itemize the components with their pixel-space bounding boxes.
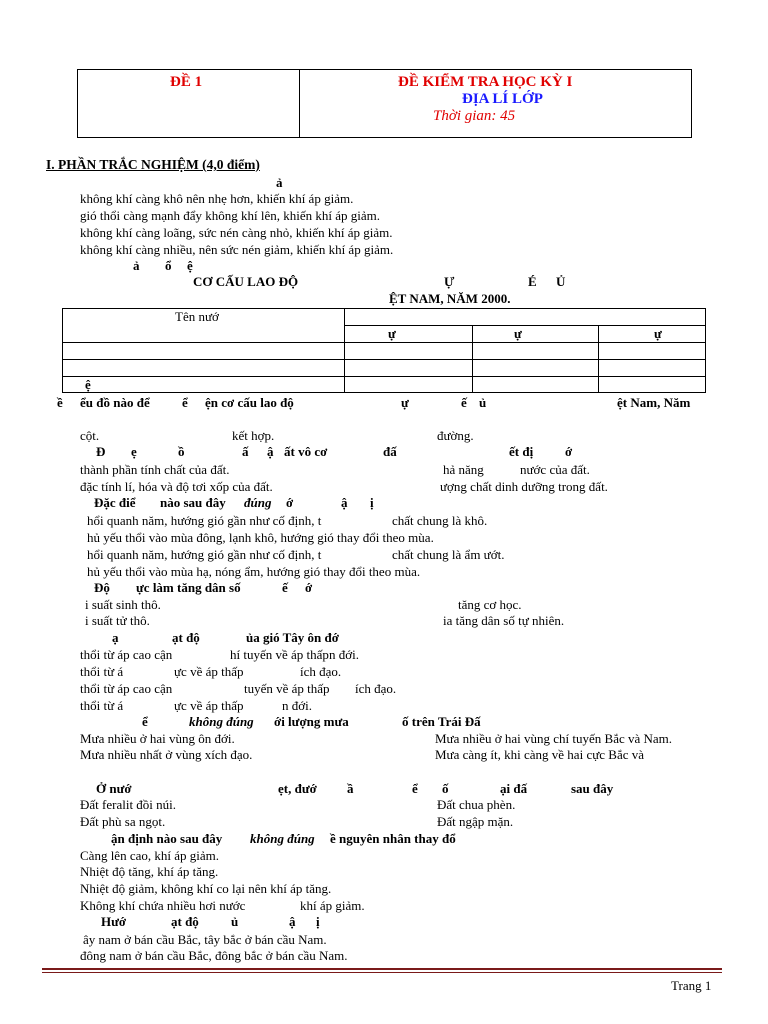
q5-stem-d: ớ: [305, 580, 313, 595]
q7-stem-c: ới lượng mưa: [274, 714, 349, 729]
table-hline-1: [63, 342, 705, 343]
table-title-c: É: [528, 274, 537, 289]
q3-stem-8: ết đị: [509, 444, 534, 459]
q1-option-d: không khí càng nhiều, nên sức nén giảm, khiến khí áp giảm.: [80, 242, 394, 257]
q4-stem-e: ậ: [341, 495, 348, 510]
q1-option-c: không khí càng loãng, sức nén càng nhỏ, khiến khí áp giảm.: [80, 225, 393, 240]
q9-stem-b: không đúng: [250, 831, 315, 846]
q9-option-d-2: khí áp giảm.: [300, 898, 365, 913]
q3-stem-7: đấ: [383, 444, 397, 459]
q6-option-c-2: tuyến về áp thấp: [244, 681, 330, 696]
q3-stem-1: Đ: [96, 444, 106, 459]
q3-option-b-part1: hả năng: [443, 462, 484, 477]
table-title-a: CƠ CẤU LAO ĐỘ: [193, 274, 299, 289]
q1-option-a: không khí càng khô nên nhẹ hơn, khiến khí áp giảm.: [80, 191, 354, 206]
q6-option-a-1: thổi từ áp cao cận: [80, 647, 173, 662]
q9-option-d-1: Không khí chứa nhiều hơi nước: [80, 898, 246, 913]
q6-stem-c: ủa gió Tây ôn đớ: [246, 630, 339, 645]
q6-option-a-2: hí tuyến về áp thấp: [230, 647, 329, 662]
q5-stem-a: Độ: [94, 580, 110, 595]
q4-option-d: hủ yếu thổi vào mùa hạ, nóng ẩm, hướng gió thay đổi theo mùa.: [87, 564, 421, 579]
q6-option-d-2: ực về áp thấp: [174, 698, 244, 713]
q7-option-a: Mưa nhiều ở hai vùng ôn đới.: [80, 731, 235, 746]
exam-time: Thời gian: 45: [433, 108, 516, 124]
q10-option-b: đông nam ở bán cầu Bắc, đông bắc ở bán cầu Nam.: [80, 948, 348, 963]
q4-stem-f: ị: [370, 495, 374, 510]
q6-option-c-3: ích đạo.: [355, 681, 397, 696]
q4-option-c-tail: chất chung là ẩm ướt.: [392, 547, 505, 562]
q8-stem-f: ại đấ: [500, 781, 528, 796]
q3-option-a: thành phần tính chất của đất.: [80, 462, 230, 477]
q8-stem-b: ẹt, đướ: [278, 781, 317, 796]
q8-stem-d: ể: [412, 781, 418, 796]
q2-option-c: đường.: [437, 428, 474, 443]
table-hline-3: [63, 376, 705, 377]
table-header-sector-3: ự: [654, 326, 662, 341]
q6-stem-b: ạt độ: [172, 630, 200, 645]
table-title-b: Ự: [444, 274, 455, 289]
q6-option-b-3: ích đạo.: [300, 664, 342, 679]
q10-stem-c: ủ: [231, 914, 239, 929]
q8-option-d: Đất ngập mặn.: [437, 814, 514, 829]
q4-option-c: hổi quanh năm, hướng gió gần như cố định, t: [87, 547, 322, 562]
labor-structure-table: [62, 308, 706, 393]
q2-stem-h: ệt Nam, Năm: [617, 395, 691, 410]
q9-option-c: Nhiệt độ giảm, không khí co lại nên khí áp tăng.: [80, 881, 332, 896]
q4-stem-d: ớ: [286, 495, 294, 510]
q4-stem-c: đúng: [244, 495, 272, 510]
q8-stem-g: sau đây: [571, 781, 614, 796]
q3-option-d: ượng chất dinh dưỡng trong đất.: [440, 479, 608, 494]
q8-stem-c: ầ: [347, 781, 354, 796]
q9-option-a: Càng lên cao, khí áp giảm.: [80, 848, 219, 863]
q3-stem-5: ậ: [267, 444, 274, 459]
header-divider: [299, 70, 300, 137]
q10-stem-d: ậ: [289, 914, 296, 929]
q3-option-c: đặc tính lí, hóa và độ tơi xốp của đất.: [80, 479, 273, 494]
q9-option-b: Nhiệt độ tăng, khí áp tăng.: [80, 864, 219, 879]
q6-option-b-1: thổi từ á: [80, 664, 124, 679]
q4-option-b: hủ yếu thổi vào mùa đông, lạnh khô, hướng gió thay đổi theo mùa.: [87, 530, 434, 545]
q7-stem-b: không đúng: [189, 714, 254, 729]
q1-fragment: ả: [276, 175, 283, 190]
table-title-d: Ủ: [556, 274, 566, 289]
q10-stem-e: ị: [316, 914, 320, 929]
q7-stem-d: ố trên Trái Đấ: [402, 714, 481, 729]
footer-rule-thin: [42, 972, 722, 973]
q5-stem-b: ực làm tăng dân số: [136, 580, 241, 595]
q6-option-a-3: n đới.: [329, 647, 359, 662]
table-hline-header: [344, 325, 705, 326]
page-number: Trang 1: [671, 978, 712, 993]
q5-option-c: i suất tử thô.: [85, 613, 150, 628]
q6-option-b-2: ực về áp thấp: [174, 664, 244, 679]
q5-option-a: i suất sinh thô.: [85, 597, 161, 612]
q6-stem-a: ạ: [112, 630, 119, 645]
q10-stem-b: ạt độ: [171, 914, 199, 929]
q9-stem-c: ề nguyên nhân thay đổ: [330, 831, 456, 846]
exam-header-box: [77, 69, 692, 138]
q8-stem-a: Ở nướ: [96, 781, 132, 796]
q9-stem-a: ận định nào sau đây: [111, 831, 223, 846]
table-hline-2: [63, 359, 705, 360]
q7-stem-a: ể: [142, 714, 148, 729]
q8-option-c: Đất phù sa ngọt.: [80, 814, 166, 829]
q8-option-b: Đất chua phèn.: [437, 797, 516, 812]
q10-option-a: ây nam ở bán cầu Bắc, tây bắc ở bán cầu Nam.: [83, 932, 327, 947]
table-row-label: ệ: [85, 377, 91, 392]
q2-stem-e: ự: [401, 395, 409, 410]
q5-stem-c: ế: [282, 580, 288, 595]
q7-option-c: Mưa nhiều nhất ở vùng xích đạo.: [80, 747, 253, 762]
q4-option-a: hổi quanh năm, hướng gió gần như cố định, t: [87, 513, 322, 528]
q3-stem-3: ồ: [178, 444, 185, 459]
exam-number: ĐỀ 1: [170, 74, 203, 90]
q3-option-b-part2: nước của đất.: [520, 462, 590, 477]
q2-option-b: kết hợp.: [232, 428, 275, 443]
q7-option-d: Mưa càng ít, khi càng về hai cực Bắc và: [435, 747, 645, 762]
q7-option-b: Mưa nhiều ở hai vùng chí tuyến Bắc và Nam.: [435, 731, 673, 746]
q2-stem-f: ế: [461, 395, 467, 410]
q2-option-a: cột.: [80, 428, 100, 443]
q6-option-d-1: thổi từ á: [80, 698, 124, 713]
q4-stem-a: Đặc điể: [94, 495, 136, 510]
q2-intro-frag-a: ả: [133, 258, 140, 273]
table-header-sector-2: ự: [514, 326, 522, 341]
q6-option-c-1: thổi từ áp cao cận: [80, 681, 173, 696]
q5-option-b: tăng cơ học.: [458, 597, 522, 612]
q2-stem-c: ể: [182, 395, 188, 410]
q5-option-d: ia tăng dân số tự nhiên.: [443, 613, 565, 628]
table-vline-1: [344, 309, 345, 392]
q2-intro-frag-b: ổ: [165, 258, 172, 273]
table-header-sector-1: ự: [388, 326, 396, 341]
q4-stem-b: nào sau đây: [160, 495, 226, 510]
q2-stem-d: ện cơ cấu lao độ: [205, 395, 294, 410]
q8-stem-e: ố: [442, 781, 449, 796]
q3-stem-2: ẹ: [131, 444, 137, 459]
q3-stem-9: ớ: [565, 444, 573, 459]
q2-stem-g: ủ: [479, 395, 487, 410]
exam-subject: ĐỊA LÍ LỚP: [462, 91, 543, 107]
q4-option-a-tail: chất chung là khô.: [392, 513, 488, 528]
q2-intro-frag-c: ệ: [187, 258, 193, 273]
q2-stem-b: ểu đồ nào để: [80, 395, 150, 410]
exam-title: ĐỀ KIỂM TRA HỌC KỲ I: [398, 74, 573, 90]
q3-stem-6: ất vô cơ: [284, 444, 328, 459]
q8-option-a: Đất feralit đồi núi.: [80, 797, 177, 812]
q10-stem-a: Hướ: [101, 914, 127, 929]
q6-option-d-3: n đới.: [282, 698, 312, 713]
q1-option-b: gió thổi càng mạnh đẩy không khí lên, khiến khí áp giảm.: [80, 208, 381, 223]
section-title: I. PHẦN TRẮC NGHIỆM (4,0 điểm): [46, 157, 260, 172]
q2-stem-a: ề: [57, 395, 63, 410]
table-header-country: Tên nướ: [175, 309, 219, 324]
q3-stem-4: ấ: [242, 444, 249, 459]
footer-rule-thick: [42, 968, 722, 970]
table-title-line2: ỆT NAM, NĂM 2000.: [389, 291, 511, 306]
